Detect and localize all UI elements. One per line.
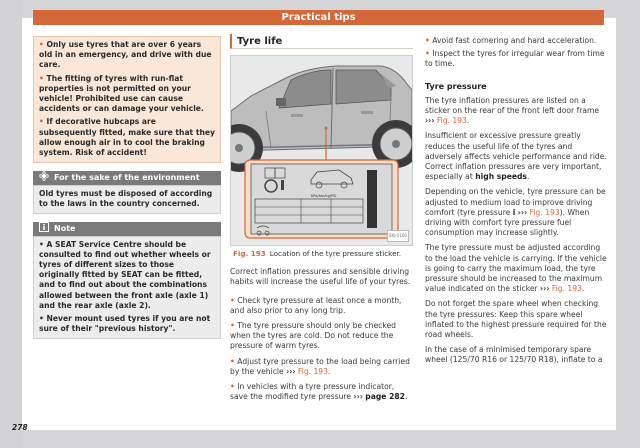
subheading-tyre-pressure: Tyre pressure: [425, 81, 487, 91]
info-i-icon: i: [512, 207, 516, 217]
warning-item: • The fitting of tyres with run-flat properties is not permitted on your vehicle! Prohibited use can cause accidents or can damage your vehicle.: [39, 73, 204, 114]
paragraph: The tyre inflation pressures are listed on a sticker on the rear of the front left door frame ››› Fig. 193.: [425, 95, 600, 126]
info-icon: [39, 222, 49, 232]
fig-193-link[interactable]: Fig. 193: [297, 366, 328, 376]
paragraph: Depending on the vehicle, tyre pressure can be adjusted to medium load to improve driving comfort (tyre pressure i ››› Fig. 193). When driving with comfort tyre pressure fuel consumption may increase slightly.: [425, 187, 606, 238]
car-sticker-illustration: [231, 56, 412, 245]
paragraph: Insufficient or excessive pressure greatly reduces the useful life of the tyres and adversely affects vehicle performance and ride. Correct inflation pressures are very important, especially at high speeds.: [425, 131, 607, 182]
note-header: Note: [33, 222, 221, 236]
bullet-item: • Check tyre pressure at least once a month, and also prior to any long trip.: [230, 295, 402, 315]
page-282-link[interactable]: page 282: [365, 392, 405, 402]
left-column: [33, 36, 221, 339]
figure-caption: Fig. 193 Location of the tyre pressure sticker.: [233, 249, 402, 258]
intro-paragraph: Correct inflation pressures and sensible driving habits will increase the useful life of your tyres.: [230, 267, 411, 287]
bullet-item: • Adjust tyre pressure to the load being carried by the vehicle ››› Fig. 193.: [230, 356, 410, 376]
right-column: [425, 36, 608, 366]
environment-header: For the sake of the environment: [33, 171, 221, 185]
page-number: 278: [12, 423, 28, 432]
environment-body: Old tyres must be disposed of according to the laws in the country concerned.: [33, 185, 221, 213]
chapter-header: Practical tips: [33, 10, 604, 25]
warning-box: [33, 36, 221, 163]
figure-tyre-sticker: [230, 55, 413, 246]
svg-text:KPa/bar/kg/PSI: KPa/bar/kg/PSI: [311, 194, 337, 198]
warning-item: • If decorative hubcaps are subsequently fitted, make sure that they allow enough air in to cool the braking system. Risk of accident!: [39, 117, 215, 158]
bullet-item: • Avoid fast cornering and hard acceleration.: [425, 36, 597, 45]
note-item: • A SEAT Service Centre should be consulted to find out whether wheels or tyres of different sizes to those originally fitted by SEAT can be fitted, and to find out about the combinations allowed between the front axle (axle 1) and the rear axle (axle 2).: [39, 239, 211, 310]
fig-193-link[interactable]: Fig. 193: [551, 284, 582, 294]
page-gutter: [0, 0, 22, 448]
middle-column: [230, 34, 413, 402]
warning-item: • Only use tyres that are over 6 years old in an emergency, and drive with due care.: [39, 40, 212, 70]
paragraph: In the case of a minimised temporary spare wheel (125/70 R16 or 125/70 R18), inflate to a: [425, 345, 603, 365]
bullet-item: • Inspect the tyres for irregular wear from time to time.: [425, 49, 605, 69]
paragraph: Do not forget the spare wheel when checking the tyre pressures: Keep this spare wheel inflated to the highest pressure required for the road wheels.: [425, 299, 607, 340]
section-title: Tyre life: [230, 34, 413, 49]
environment-flower-icon: [39, 171, 49, 181]
paragraph: The tyre pressure must be adjusted according to the load the vehicle is carrying. If the vehicle is going to carry the maximum load, the tyre pressure should be increased to the maximum value indicated on the sticker ››› Fig. 193.: [425, 243, 607, 294]
fig-193-link[interactable]: Fig. 193: [436, 116, 467, 126]
bullet-item: • In vehicles with a tyre pressure indicator, save the modified tyre pressure ››› page 282.: [230, 382, 408, 402]
figure-code: BKJ-0160: [387, 230, 409, 242]
bullet-item: • The tyre pressure should only be checked when the tyres are cold. Do not reduce the pressure of warm tyres.: [230, 321, 396, 351]
note-item: • Never mount used tyres if you are not sure of their "previous history".: [39, 314, 211, 334]
fig-193-link[interactable]: Fig. 193: [529, 207, 560, 217]
note-body: [33, 236, 221, 340]
